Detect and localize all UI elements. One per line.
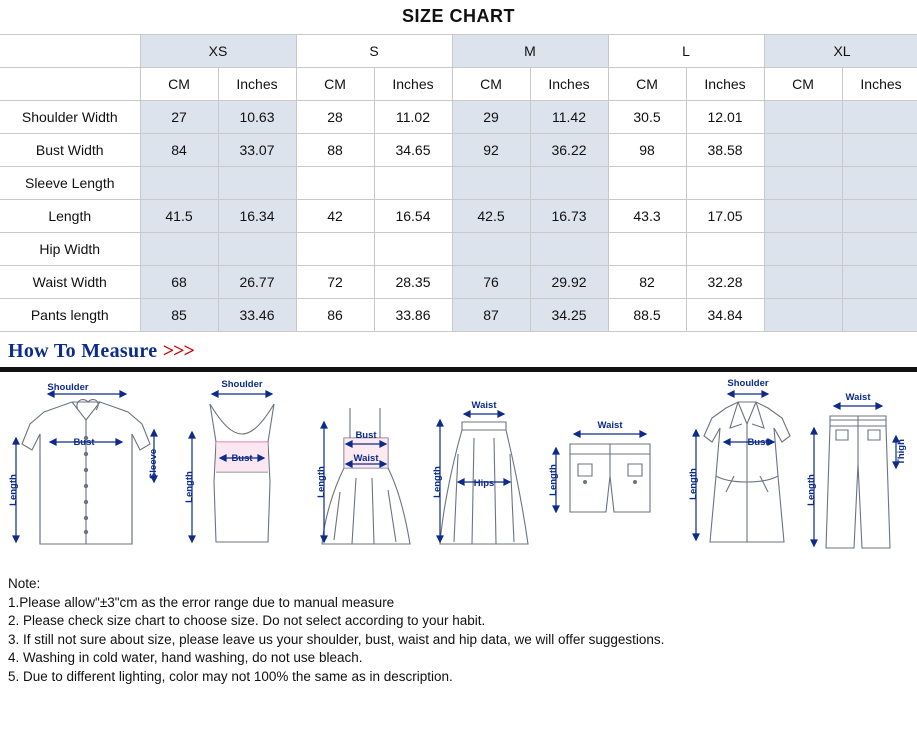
cell (140, 233, 218, 266)
svg-text:Length: Length (432, 466, 443, 498)
cell (842, 101, 917, 134)
figure-dress (310, 372, 430, 562)
size-header-xs: XS (140, 35, 296, 68)
cell (764, 134, 842, 167)
cell: 16.34 (218, 200, 296, 233)
cell: 72 (296, 266, 374, 299)
cell: 10.63 (218, 101, 296, 134)
measurement-figures (0, 372, 917, 567)
cell (218, 167, 296, 200)
cell: 41.5 (140, 200, 218, 233)
cell (452, 167, 530, 200)
cell (530, 233, 608, 266)
svg-text:Shoulder: Shoulder (727, 378, 769, 389)
cell (842, 167, 917, 200)
svg-text:Length: Length (8, 474, 19, 506)
svg-text:Length: Length (688, 468, 699, 500)
unit-header-l-cm: CM (608, 68, 686, 101)
cell (530, 167, 608, 200)
cell: 87 (452, 299, 530, 332)
cell: 30.5 (608, 101, 686, 134)
unit-header-xl-cm: CM (764, 68, 842, 101)
cell: 92 (452, 134, 530, 167)
cell: 28.35 (374, 266, 452, 299)
svg-text:Thigh: Thigh (896, 439, 907, 465)
svg-text:Bust: Bust (355, 430, 377, 441)
size-chart-table (0, 34, 917, 332)
svg-text:Length: Length (184, 471, 195, 503)
figure-tank-top (176, 372, 306, 562)
row-label-length: Length (0, 200, 140, 233)
table-row (0, 266, 917, 299)
row-label-hip-width: Hip Width (0, 233, 140, 266)
notes-heading: Note: (8, 576, 41, 591)
row-label-waist-width: Waist Width (0, 266, 140, 299)
cell: 98 (608, 134, 686, 167)
unit-header-xl-in: Inches (842, 68, 917, 101)
unit-header-xs-in: Inches (218, 68, 296, 101)
cell: 42 (296, 200, 374, 233)
cell: 42.5 (452, 200, 530, 233)
cell: 28 (296, 101, 374, 134)
size-header-s: S (296, 35, 452, 68)
cell: 33.86 (374, 299, 452, 332)
cell (764, 266, 842, 299)
cell (764, 101, 842, 134)
cell (764, 233, 842, 266)
cell: 27 (140, 101, 218, 134)
how-to-measure-title (8, 340, 917, 363)
cell: 11.02 (374, 101, 452, 134)
cell: 16.54 (374, 200, 452, 233)
cell: 32.28 (686, 266, 764, 299)
table-row (0, 134, 917, 167)
cell: 34.84 (686, 299, 764, 332)
cell (842, 233, 917, 266)
svg-text:Sleeve: Sleeve (148, 448, 159, 480)
unit-header-s-cm: CM (296, 68, 374, 101)
unit-header-m-in: Inches (530, 68, 608, 101)
svg-text:Length: Length (548, 464, 559, 496)
size-header-m: M (452, 35, 608, 68)
figure-blouse (4, 372, 174, 562)
size-header-l: L (608, 35, 764, 68)
table-corner-cell (0, 35, 140, 68)
table-row (0, 101, 917, 134)
row-label-pants-length: Pants length (0, 299, 140, 332)
cell (764, 299, 842, 332)
cell: 29.92 (530, 266, 608, 299)
cell (686, 233, 764, 266)
cell (842, 266, 917, 299)
figure-shorts (540, 372, 680, 562)
cell: 68 (140, 266, 218, 299)
table-corner-cell-2 (0, 68, 140, 101)
cell (842, 299, 917, 332)
cell (842, 200, 917, 233)
svg-text:Bust: Bust (747, 437, 769, 448)
unit-header-l-in: Inches (686, 68, 764, 101)
table-row (0, 167, 917, 200)
note-line-2: 2. Please check size chart to choose size. Do not select according to your habit. (8, 613, 486, 628)
cell: 43.3 (608, 200, 686, 233)
svg-text:Hips: Hips (473, 478, 495, 489)
cell (374, 233, 452, 266)
cell (608, 233, 686, 266)
note-line-4: 4. Washing in cold water, hand washing, do not use bleach. (8, 650, 363, 665)
row-label-bust-width: Bust Width (0, 134, 140, 167)
cell: 17.05 (686, 200, 764, 233)
cell: 36.22 (530, 134, 608, 167)
svg-text:Waist: Waist (597, 420, 623, 431)
figure-skirt (424, 372, 544, 562)
cell: 34.25 (530, 299, 608, 332)
cell: 76 (452, 266, 530, 299)
svg-text:Waist: Waist (845, 392, 871, 403)
note-line-1: 1.Please allow"±3"cm as the error range due to manual measure (8, 594, 395, 610)
svg-text:Length: Length (316, 466, 327, 498)
cell (608, 167, 686, 200)
unit-header-m-cm: CM (452, 68, 530, 101)
row-label-sleeve-length: Sleeve Length (0, 167, 140, 200)
cell (218, 233, 296, 266)
cell (842, 134, 917, 167)
svg-text:Bust: Bust (231, 453, 253, 464)
unit-header-xs-cm: CM (140, 68, 218, 101)
cell: 38.58 (686, 134, 764, 167)
cell (374, 167, 452, 200)
cell: 85 (140, 299, 218, 332)
cell (686, 167, 764, 200)
page-title: SIZE CHART (402, 6, 515, 26)
cell (452, 233, 530, 266)
cell (764, 167, 842, 200)
svg-text:Waist: Waist (471, 400, 497, 411)
cell: 34.65 (374, 134, 452, 167)
cell: 12.01 (686, 101, 764, 134)
cell: 86 (296, 299, 374, 332)
size-header-xl: XL (764, 35, 917, 68)
svg-text:Shoulder: Shoulder (47, 382, 89, 393)
cell (296, 167, 374, 200)
cell: 16.73 (530, 200, 608, 233)
svg-text:Waist: Waist (353, 453, 379, 464)
cell: 33.07 (218, 134, 296, 167)
table-row-units (0, 68, 917, 101)
cell (764, 200, 842, 233)
cell: 82 (608, 266, 686, 299)
cell: 29 (452, 101, 530, 134)
svg-text:Shoulder: Shoulder (221, 379, 263, 390)
cell: 11.42 (530, 101, 608, 134)
cell: 88 (296, 134, 374, 167)
how-to-measure-section (0, 340, 917, 363)
arrows-icon: >>> (162, 340, 194, 362)
figure-pants (800, 372, 916, 562)
notes-section (0, 567, 917, 686)
table-row (0, 200, 917, 233)
note-line-5: 5. Due to different lighting, color may not 100% the same as in description. (8, 668, 453, 684)
unit-header-s-in: Inches (374, 68, 452, 101)
svg-text:Bust: Bust (73, 437, 95, 448)
table-row (0, 299, 917, 332)
svg-text:Length: Length (806, 474, 817, 506)
cell (140, 167, 218, 200)
cell: 84 (140, 134, 218, 167)
note-line-3: 3. If still not sure about size, please leave us your shoulder, bust, waist and hip data, we will offer suggestions. (8, 631, 665, 647)
cell (296, 233, 374, 266)
cell: 33.46 (218, 299, 296, 332)
row-label-shoulder-width: Shoulder Width (0, 101, 140, 134)
cell: 88.5 (608, 299, 686, 332)
table-row (0, 233, 917, 266)
table-row-sizes (0, 35, 917, 68)
figure-coat (682, 372, 812, 562)
how-to-measure-label: How To Measure (8, 340, 158, 362)
cell: 26.77 (218, 266, 296, 299)
